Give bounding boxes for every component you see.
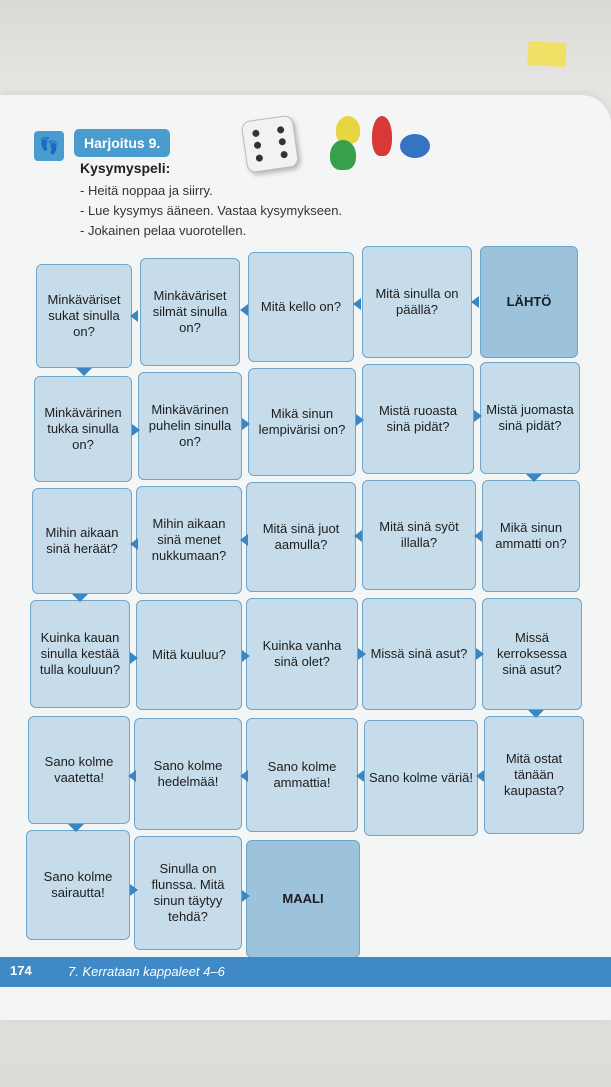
board-cell: Mitä sinä syöt illalla? (362, 480, 476, 590)
board-cell: Mistä ruoasta sinä pidät? (362, 364, 474, 474)
arrow-down-icon (526, 474, 542, 482)
arrow-left-icon (130, 538, 138, 550)
arrow-left-icon (476, 770, 484, 782)
arrow-right-icon (130, 652, 138, 664)
arrow-right-icon (242, 650, 250, 662)
footprints-icon: 👣 (34, 131, 64, 161)
arrow-right-icon (242, 890, 250, 902)
arrow-left-icon (353, 298, 361, 310)
board-cell: Minkäväriset sukat sinulla on? (36, 264, 132, 368)
board-cell: Mitä kello on? (248, 252, 354, 362)
arrow-down-icon (72, 594, 88, 602)
exercise-badge: Harjoitus 9. (74, 129, 170, 157)
arrow-left-icon (474, 530, 482, 542)
board-cell: Mistä juomasta sinä pidät? (480, 362, 580, 474)
arrow-right-icon (476, 648, 484, 660)
arrow-left-icon (130, 310, 138, 322)
dice-icon (241, 115, 300, 174)
instruction-2: - Lue kysymys ääneen. Vastaa kysymykseen. (80, 203, 343, 218)
arrow-left-icon (354, 530, 362, 542)
finish-cell: MAALI (246, 840, 360, 958)
board-cell: Mitä sinä juot aamulla? (246, 482, 356, 592)
arrow-down-icon (68, 824, 84, 832)
arrow-left-icon (240, 770, 248, 782)
board-cell: Mitä sinulla on päällä? (362, 246, 472, 358)
arrow-right-icon (242, 418, 250, 430)
board-cell: Sinulla on flunssa. Mitä sinun täytyy tehdä? (134, 836, 242, 950)
arrow-left-icon (128, 770, 136, 782)
board-cell: Kuinka kauan sinulla kestää tulla kouluun? (30, 600, 130, 708)
arrow-right-icon (356, 414, 364, 426)
board-cell: Sano kolme sairautta! (26, 830, 130, 940)
chapter-title: 7. Kerrataan kappaleet 4–6 (68, 964, 225, 979)
game-title: Kysymyspeli: (80, 160, 171, 176)
instruction-1: - Heitä noppaa ja siirry. (80, 183, 213, 198)
sticky-note (527, 41, 566, 67)
board-cell: Missä sinä asut? (362, 598, 476, 710)
arrow-right-icon (358, 648, 366, 660)
start-cell: LÄHTÖ (480, 246, 578, 358)
arrow-down-icon (76, 368, 92, 376)
arrow-left-icon (240, 304, 248, 316)
arrow-left-icon (240, 534, 248, 546)
board-cell: Mihin aikaan sinä menet nukkumaan? (136, 486, 242, 594)
board-cell: Minkävärinen puhelin sinulla on? (138, 372, 242, 480)
board-cell: Sano kolme vaatetta! (28, 716, 130, 824)
board-cell: Kuinka vanha sinä olet? (246, 598, 358, 710)
board-cell: Minkävärinen tukka sinulla on? (34, 376, 132, 482)
board-cell: Missä kerroksessa sinä asut? (482, 598, 582, 710)
arrow-down-icon (528, 710, 544, 718)
arrow-left-icon (356, 770, 364, 782)
board-cell: Minkäväriset silmät sinulla on? (140, 258, 240, 366)
arrow-right-icon (474, 410, 482, 422)
arrow-left-icon (471, 296, 479, 308)
arrow-right-icon (132, 424, 140, 436)
board-cell: Sano kolme ammattia! (246, 718, 358, 832)
board-cell: Sano kolme väriä! (364, 720, 478, 836)
page-footer (0, 957, 611, 987)
board-cell: Mihin aikaan sinä heräät? (32, 488, 132, 594)
arrow-right-icon (130, 884, 138, 896)
instruction-3: - Jokainen pelaa vuorotellen. (80, 223, 247, 238)
board-cell: Mitä ostat tänään kaupasta? (484, 716, 584, 834)
board-cell: Mitä kuuluu? (136, 600, 242, 710)
board-cell: Mikä sinun lempivärisi on? (248, 368, 356, 476)
board-cell: Mikä sinun ammatti on? (482, 480, 580, 592)
page-number: 174 (10, 963, 32, 978)
board-cell: Sano kolme hedelmää! (134, 718, 242, 830)
